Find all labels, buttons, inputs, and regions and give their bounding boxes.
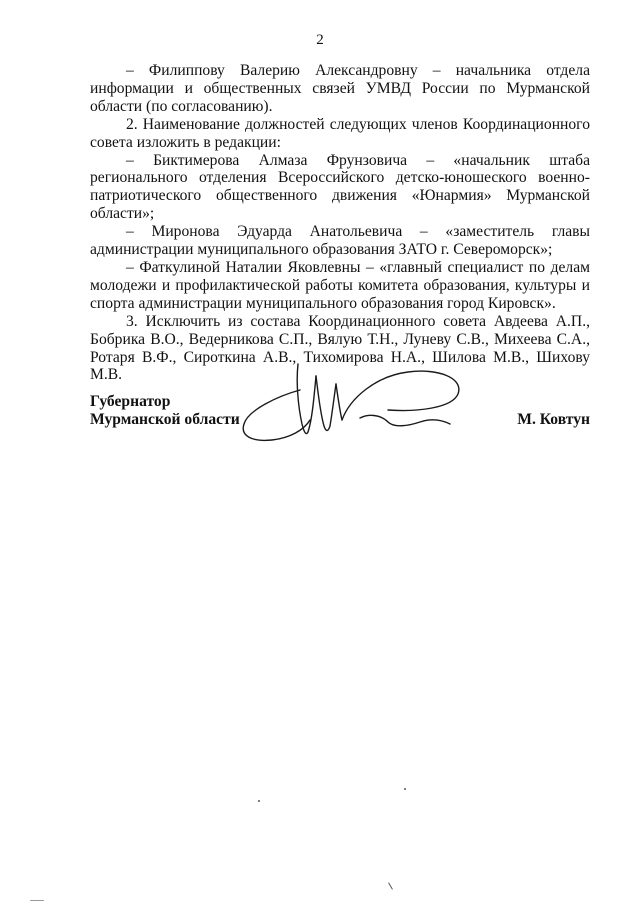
signer-name: М. Ковтун xyxy=(517,411,590,428)
handwritten-signature xyxy=(238,362,468,452)
paragraph-item-3-exclude-members: 3. Исключить из состава Координационного совета Авдеева А.П., Бобрика В.О., Ведерникова С.П., Вялую Т.Н., Луневу С.В., Михеева С.А., Ротаря В.Ф., Сироткина А.В., Тихомирова Н.А., Шилова М.В., Шихову М.В. xyxy=(90,312,590,384)
signer-title-line-2: Мурманской области xyxy=(90,411,240,428)
scan-speck xyxy=(388,882,393,889)
signer-title xyxy=(90,393,240,429)
paragraph-member-filippova: – Филиппову Валерию Александровну – начальника отдела информации и общественных связей УМВД России по Мурманской области (по согласованию). xyxy=(90,62,590,115)
page-number: 2 xyxy=(316,32,324,48)
paragraph-member-fatkulina: – Фаткулиной Наталии Яковлевны – «главный специалист по делам молодежи и профилактической работы комитета образования, культуры и спорта администрации муниципального образования город Кировск». xyxy=(90,258,590,312)
document-body xyxy=(90,62,590,384)
scan-speck xyxy=(258,800,260,802)
scan-speck xyxy=(404,788,406,790)
paragraph-member-biktimerov: – Биктимерова Алмаза Фрунзовича – «начальник штаба регионального отделения Всероссийского детско-юношеского военно-патриотического общественного движения «Юнармия» Мурманской области»; xyxy=(90,151,590,223)
signer-title-line-1: Губернатор xyxy=(90,393,171,410)
paragraph-item-2-rename-positions: 2. Наименование должностей следующих членов Координационного совета изложить в редакции: xyxy=(90,115,590,151)
paragraph-member-mironov: – Миронова Эдуарда Анатольевича – «заместитель главы администрации муниципального образования ЗАТО г. Североморск»; xyxy=(90,223,590,259)
scan-speck xyxy=(30,900,44,901)
